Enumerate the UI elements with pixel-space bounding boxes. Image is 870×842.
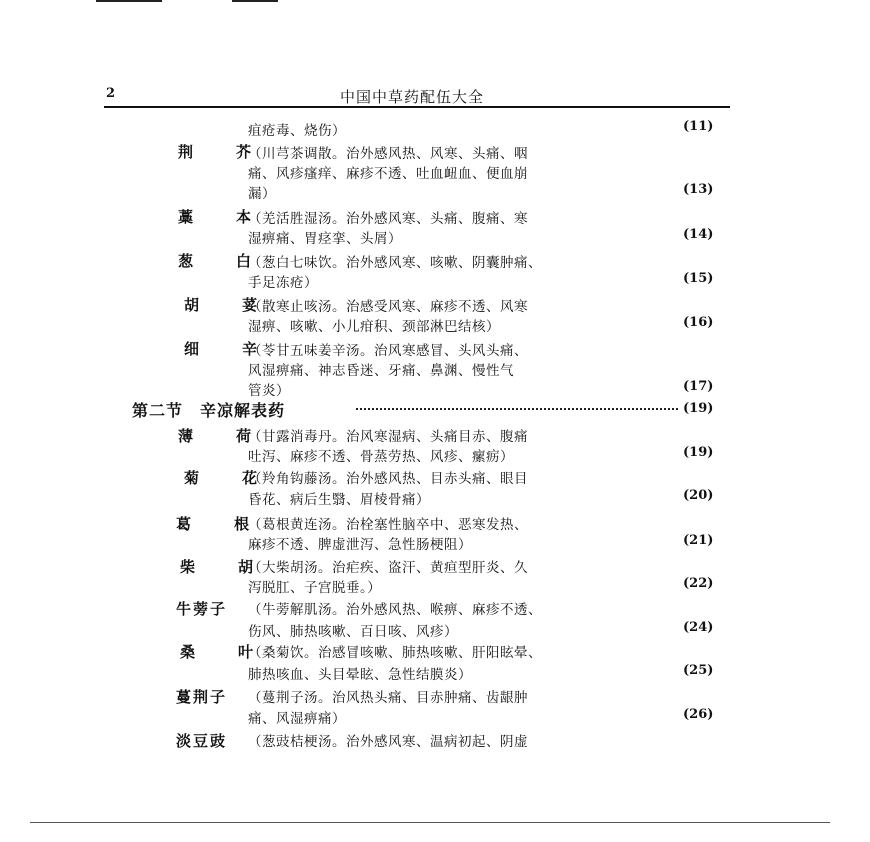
herb-name: 桑 叶 xyxy=(180,643,268,661)
entry-line: 麻疹不透、脾虚泄泻、急性肠梗阻） xyxy=(248,537,472,553)
entry-page: (17) xyxy=(683,379,714,394)
book-title: 中国中草药配伍大全 xyxy=(340,88,485,106)
entry-line: （甘露消毒丹。治风寒湿病、头痛目赤、腹痛 xyxy=(248,429,528,445)
scan-mark-top-left xyxy=(96,0,162,2)
entry-page: (25) xyxy=(683,663,714,678)
entry-page: (11) xyxy=(683,119,714,134)
entry-line: （牛蒡解肌汤。治外感风热、喉痹、麻疹不透、 xyxy=(248,602,542,618)
herb-name: 葱 白 xyxy=(178,252,266,270)
entry-page: (15) xyxy=(683,271,714,286)
entry-line: （川芎茶调散。治外感风热、风寒、头痛、咽 xyxy=(248,146,528,162)
entry-line: （葱豉桔梗汤。治外感风寒、温病初起、阴虚 xyxy=(248,734,528,750)
bottom-scan-rule xyxy=(30,822,830,823)
entry-page: (13) xyxy=(683,182,714,197)
entry-line: （蔓荆子汤。治风热头痛、目赤肿痛、齿龈肿 xyxy=(248,690,528,706)
entry-line: 伤风、肺热咳嗽、百日咳、风疹） xyxy=(248,624,458,640)
entry-line: 疽疮毒、烧伤） xyxy=(248,123,346,139)
section-leader-dots xyxy=(356,408,678,410)
entry-line: （羌活胜湿汤。治外感风寒、头痛、腹痛、寒 xyxy=(248,211,528,227)
entry-line: 手足冻疮） xyxy=(248,275,318,291)
entry-line: 吐泻、麻疹不透、骨蒸劳热、风疹、瘰疬） xyxy=(248,449,514,465)
scan-mark-top-center xyxy=(232,0,278,2)
herb-name: 牛蒡子 xyxy=(176,600,228,618)
entry-line: 痛、风疹瘙痒、麻疹不透、吐血衄血、便血崩 xyxy=(248,166,528,182)
entry-line: （葱白七味饮。治外感风寒、咳嗽、阴囊肿痛、 xyxy=(248,255,542,271)
entry-page: (14) xyxy=(683,227,714,242)
herb-name: 蔓荆子 xyxy=(176,688,228,706)
entry-page: (24) xyxy=(683,620,714,635)
entry-line: （苓甘五味姜辛汤。治风寒感冒、头风头痛、 xyxy=(248,343,528,359)
entry-line: （葛根黄连汤。治栓塞性脑卒中、恶寒发热、 xyxy=(248,517,528,533)
entry-line: 漏） xyxy=(248,186,276,202)
header-rule xyxy=(104,106,730,108)
entry-line: （羚角钩藤汤。治外感风热、目赤头痛、眼目 xyxy=(248,471,528,487)
entry-line: （散寒止咳汤。治感受风寒、麻疹不透、风寒 xyxy=(248,299,528,315)
entry-page: (16) xyxy=(683,315,714,330)
herb-name: 淡豆豉 xyxy=(176,732,228,750)
page-number: 2 xyxy=(106,86,116,101)
entry-page: (21) xyxy=(683,533,714,548)
entry-line: （桑菊饮。治感冒咳嗽、肺热咳嗽、肝阳眩晕、 xyxy=(248,645,542,661)
section-page: (19) xyxy=(683,401,714,416)
entry-line: 昏花、病后生翳、眉棱骨痛） xyxy=(248,492,430,508)
herb-name: 细 辛 xyxy=(184,340,272,358)
herb-name: 薄 荷 xyxy=(178,427,266,445)
entry-page: (19) xyxy=(683,445,714,460)
entry-line: 风湿痹痛、神志昏迷、牙痛、鼻渊、慢性气 xyxy=(248,363,514,379)
herb-name: 菊 花 xyxy=(184,469,272,487)
entry-page: (22) xyxy=(683,576,714,591)
entry-line: 泻脱肛、子宫脱垂。） xyxy=(248,580,382,596)
entry-line: 湿痹、咳嗽、小儿疳积、颈部淋巴结核） xyxy=(248,319,500,335)
herb-name: 藁 本 xyxy=(178,208,266,226)
section-heading: 第二节 辛凉解表药 xyxy=(132,401,286,420)
entry-line: 肺热咳血、头目晕眩、急性结膜炎） xyxy=(248,667,472,683)
entry-line: （大柴胡汤。治疟疾、盗汗、黄疸型肝炎、久 xyxy=(248,560,528,576)
herb-name: 胡 荽 xyxy=(184,296,272,314)
entry-line: 湿痹痛、胃痉挛、头屑） xyxy=(248,231,402,247)
entry-page: (26) xyxy=(683,707,714,722)
entry-line: 管炎） xyxy=(248,383,290,399)
herb-name: 葛 根 xyxy=(176,515,264,533)
entry-line: 痛、风湿痹痛） xyxy=(248,711,346,727)
herb-name: 柴 胡 xyxy=(180,558,268,576)
entry-page: (20) xyxy=(683,488,714,503)
herb-name: 荆 芥 xyxy=(178,143,266,161)
